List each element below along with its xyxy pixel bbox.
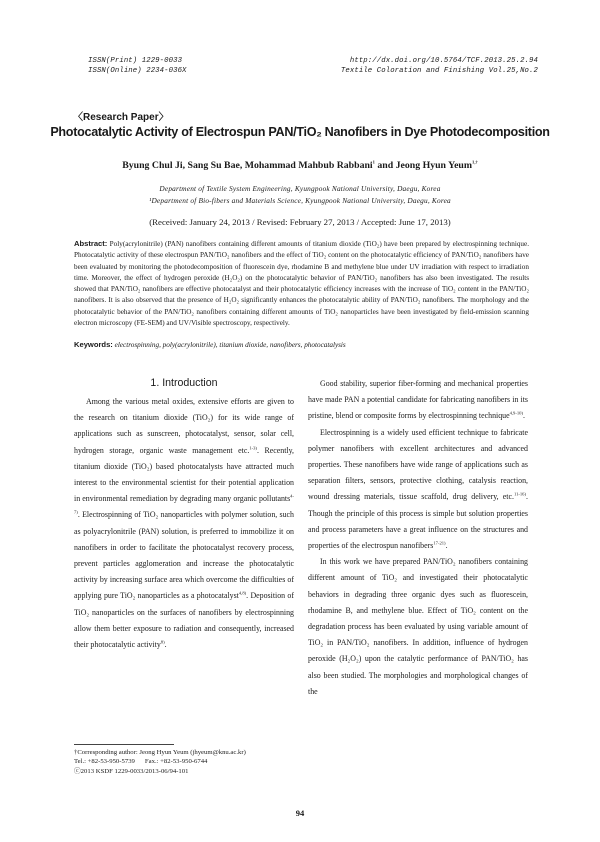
- footnote: [74, 748, 304, 776]
- affiliation-1: Department of Textile System Engineering, Kyungpook National University, Daegu, Korea: [159, 184, 441, 193]
- paragraph-1: Among the various metal oxides, extensive efforts are given to the research on titanium dioxide (TiO₂) for its wide range of applications such as sunscreen, photocatalyst, sensor, solar cell, hydrogen storage, organic waste management etc.$^{1-3)}$. Recently, titanium dioxide (TiO₂) based photocatalysts have attracted much interest to the environmental scientist for their potential application in environmental remediation by degrading many organic pollutants$^{4-7)}$. Electrospinning of TiO₂ nanoparticles with polymer solution, such as polyacrylonitrile (PAN) solution, is preferred to immobilize it on nanofibers in order to facilitate the photocatalyst recovery process, prevent particles agglomeration and increase the photocatalytic activity by increasing surface area which overcome the difficulties of applying pure TiO₂ nanoparticles as a photocatalyst$^{4,8)}$. Deposition of TiO₂ nanoparticles on the surfaces of nanofibers by electrospinning allow them better exposure to radiation and consequently, increased their photocatalytic activity$^{8)}$.: [74, 397, 295, 650]
- paper-type-label: 〈Research Paper〉: [73, 112, 169, 123]
- journal-name: Textile Coloration and Finishing Vol.25,No.2: [340, 67, 538, 75]
- doi-link[interactable]: http://dx.doi.org/10.5764/TCF.2013.25.2.94: [349, 57, 538, 65]
- paragraph-2: Good stability, superior fiber-forming and mechanical properties have made PAN a potential candidate for fabricating nanofibers in its pristine, blend or composite forms by electrospinning technique$^{4,9-10)}$.: [308, 379, 528, 421]
- citation: 4,9-10): [509, 410, 524, 416]
- keywords-label: Keywords:: [74, 340, 113, 349]
- paper-title: Photocatalytic Activity of Electrospun PAN/TiO₂ Nanofibers in Dye Photodecomposition: [50, 125, 550, 139]
- keywords: [74, 340, 529, 349]
- abstract: [74, 238, 529, 329]
- corresponding-marker: 1,†: [472, 159, 478, 165]
- contact-line: [74, 757, 304, 766]
- citation: 1-3): [249, 444, 257, 450]
- section-heading: 1. Introduction: [150, 377, 218, 389]
- citation: 8): [160, 639, 165, 645]
- fax: Fax.: +82-53-950-6744: [144, 758, 208, 766]
- author-list: [0, 160, 600, 171]
- citation: 11-16): [513, 491, 527, 497]
- citation: 17-21): [433, 540, 446, 546]
- body-column-left: [74, 376, 294, 653]
- corresponding-author: †Corresponding author: Jeong Hyun Yeum (jhyeum@knu.ac.kr): [74, 749, 246, 756]
- keywords-text: electrospinning, poly(acrylonitrile), titanium dioxide, nanofibers, photocatalysis: [114, 341, 346, 349]
- citation: 4-7): [74, 493, 294, 515]
- page-number: 94: [295, 808, 305, 818]
- issn-block: [88, 56, 187, 76]
- affiliation-2: ¹Department of Bio-fibers and Materials Science, Kyungpook National University, Daegu, Korea: [149, 196, 451, 205]
- publication-dates: (Received: January 24, 2013 / Revised: February 27, 2013 / Accepted: June 17, 2013): [149, 217, 451, 227]
- tel: Tel.: +82-53-950-5739: [74, 758, 135, 766]
- author-affil-marker: 1: [372, 159, 375, 165]
- copyright: ⓒ2013 KSDF 1229-0033/2013-06/94-101: [74, 767, 189, 775]
- authors-connector: and Jeong Hyun Yeum: [374, 160, 473, 171]
- footnote-divider: [74, 744, 174, 745]
- journal-block: [341, 56, 538, 76]
- paragraph-4: In this work we have prepared PAN/TiO₂ nanofibers containing different amount of TiO₂ and investigated their photocatalytic behaviors in degrading three organic dyes such as fluorescein, rhodamine B, and methylene blue. Effect of TiO₂ content on the degradation process has been evaluated by using variable amount of TiO₂ in PAN/TiO₂ nanofibers. In addition, influence of hydrogen peroxide (H₂O₂) upon the catalytic performance of PAN/TiO₂ has also been studied. The morphologies and morphological changes of the: [308, 557, 528, 696]
- abstract-text: Poly(acrylonitrile) (PAN) nanofibers containing different amounts of titanium dioxide (TiO₂) have been prepared by electrospinning technique. Photocatalytic activity of these electrospun PAN/TiO₂ nanofibers and the effect of TiO₂ content on the photocatalytic efficiency of PAN/TiO₂ nanofibers have been evaluated by monitoring the photodecomposition of fluorescein dye, rhodamine B and methylene blue under UV irradiation with respect to irradiation time. Moreover, the effect of hydrogen peroxide (H₂O₂) on the photocatalytic behavior of PAN/TiO₂ nanofibers has also been investigated. The results showed that PAN/TiO₂ nanofibers are effective photocatalyst and their photocatalytic efficiency increases with the increase of TiO₂ content in the PAN/TiO₂ nanofibers. It is also observed that the presence of H₂O₂ significantly enhances the photocatalytic ability of PAN/TiO₂ nanofibers. The morphology and the photocatalytic behavior of the PAN/TiO₂ nanofibers containing different amounts of TiO₂ nanoparticles have been investigated by field-emission scanning electron microscopy (FE-SEM) and UV/Visible spectroscopy, respectively.: [74, 240, 530, 328]
- citation: 4,8): [238, 590, 247, 596]
- abstract-label: Abstract:: [74, 239, 108, 248]
- issn-online: ISSN(Online) 2234-036X: [88, 67, 187, 75]
- paragraph-3: Electrospinning is a widely used efficient technique to fabricate polymer nanofibers with excellent architectures and advanced properties. These nanofibers have wide range of applications such as separation filters, sensors, protective clothing, catalysis reaction, wound dressing materials, tissue scaffold, drug delivery, etc.$^{11-16)}$. Though the principle of this process is simple but solution properties and process parameters have a great influence on the structures and properties of the electrospun nanofibers$^{17-21)}$.: [308, 427, 528, 551]
- authors-text: Byung Chul Ji, Sang Su Bae, Mohammad Mahbub Rabbani: [122, 160, 373, 171]
- body-column-right: [308, 376, 528, 700]
- issn-print: ISSN(Print) 1229-0033: [88, 57, 183, 65]
